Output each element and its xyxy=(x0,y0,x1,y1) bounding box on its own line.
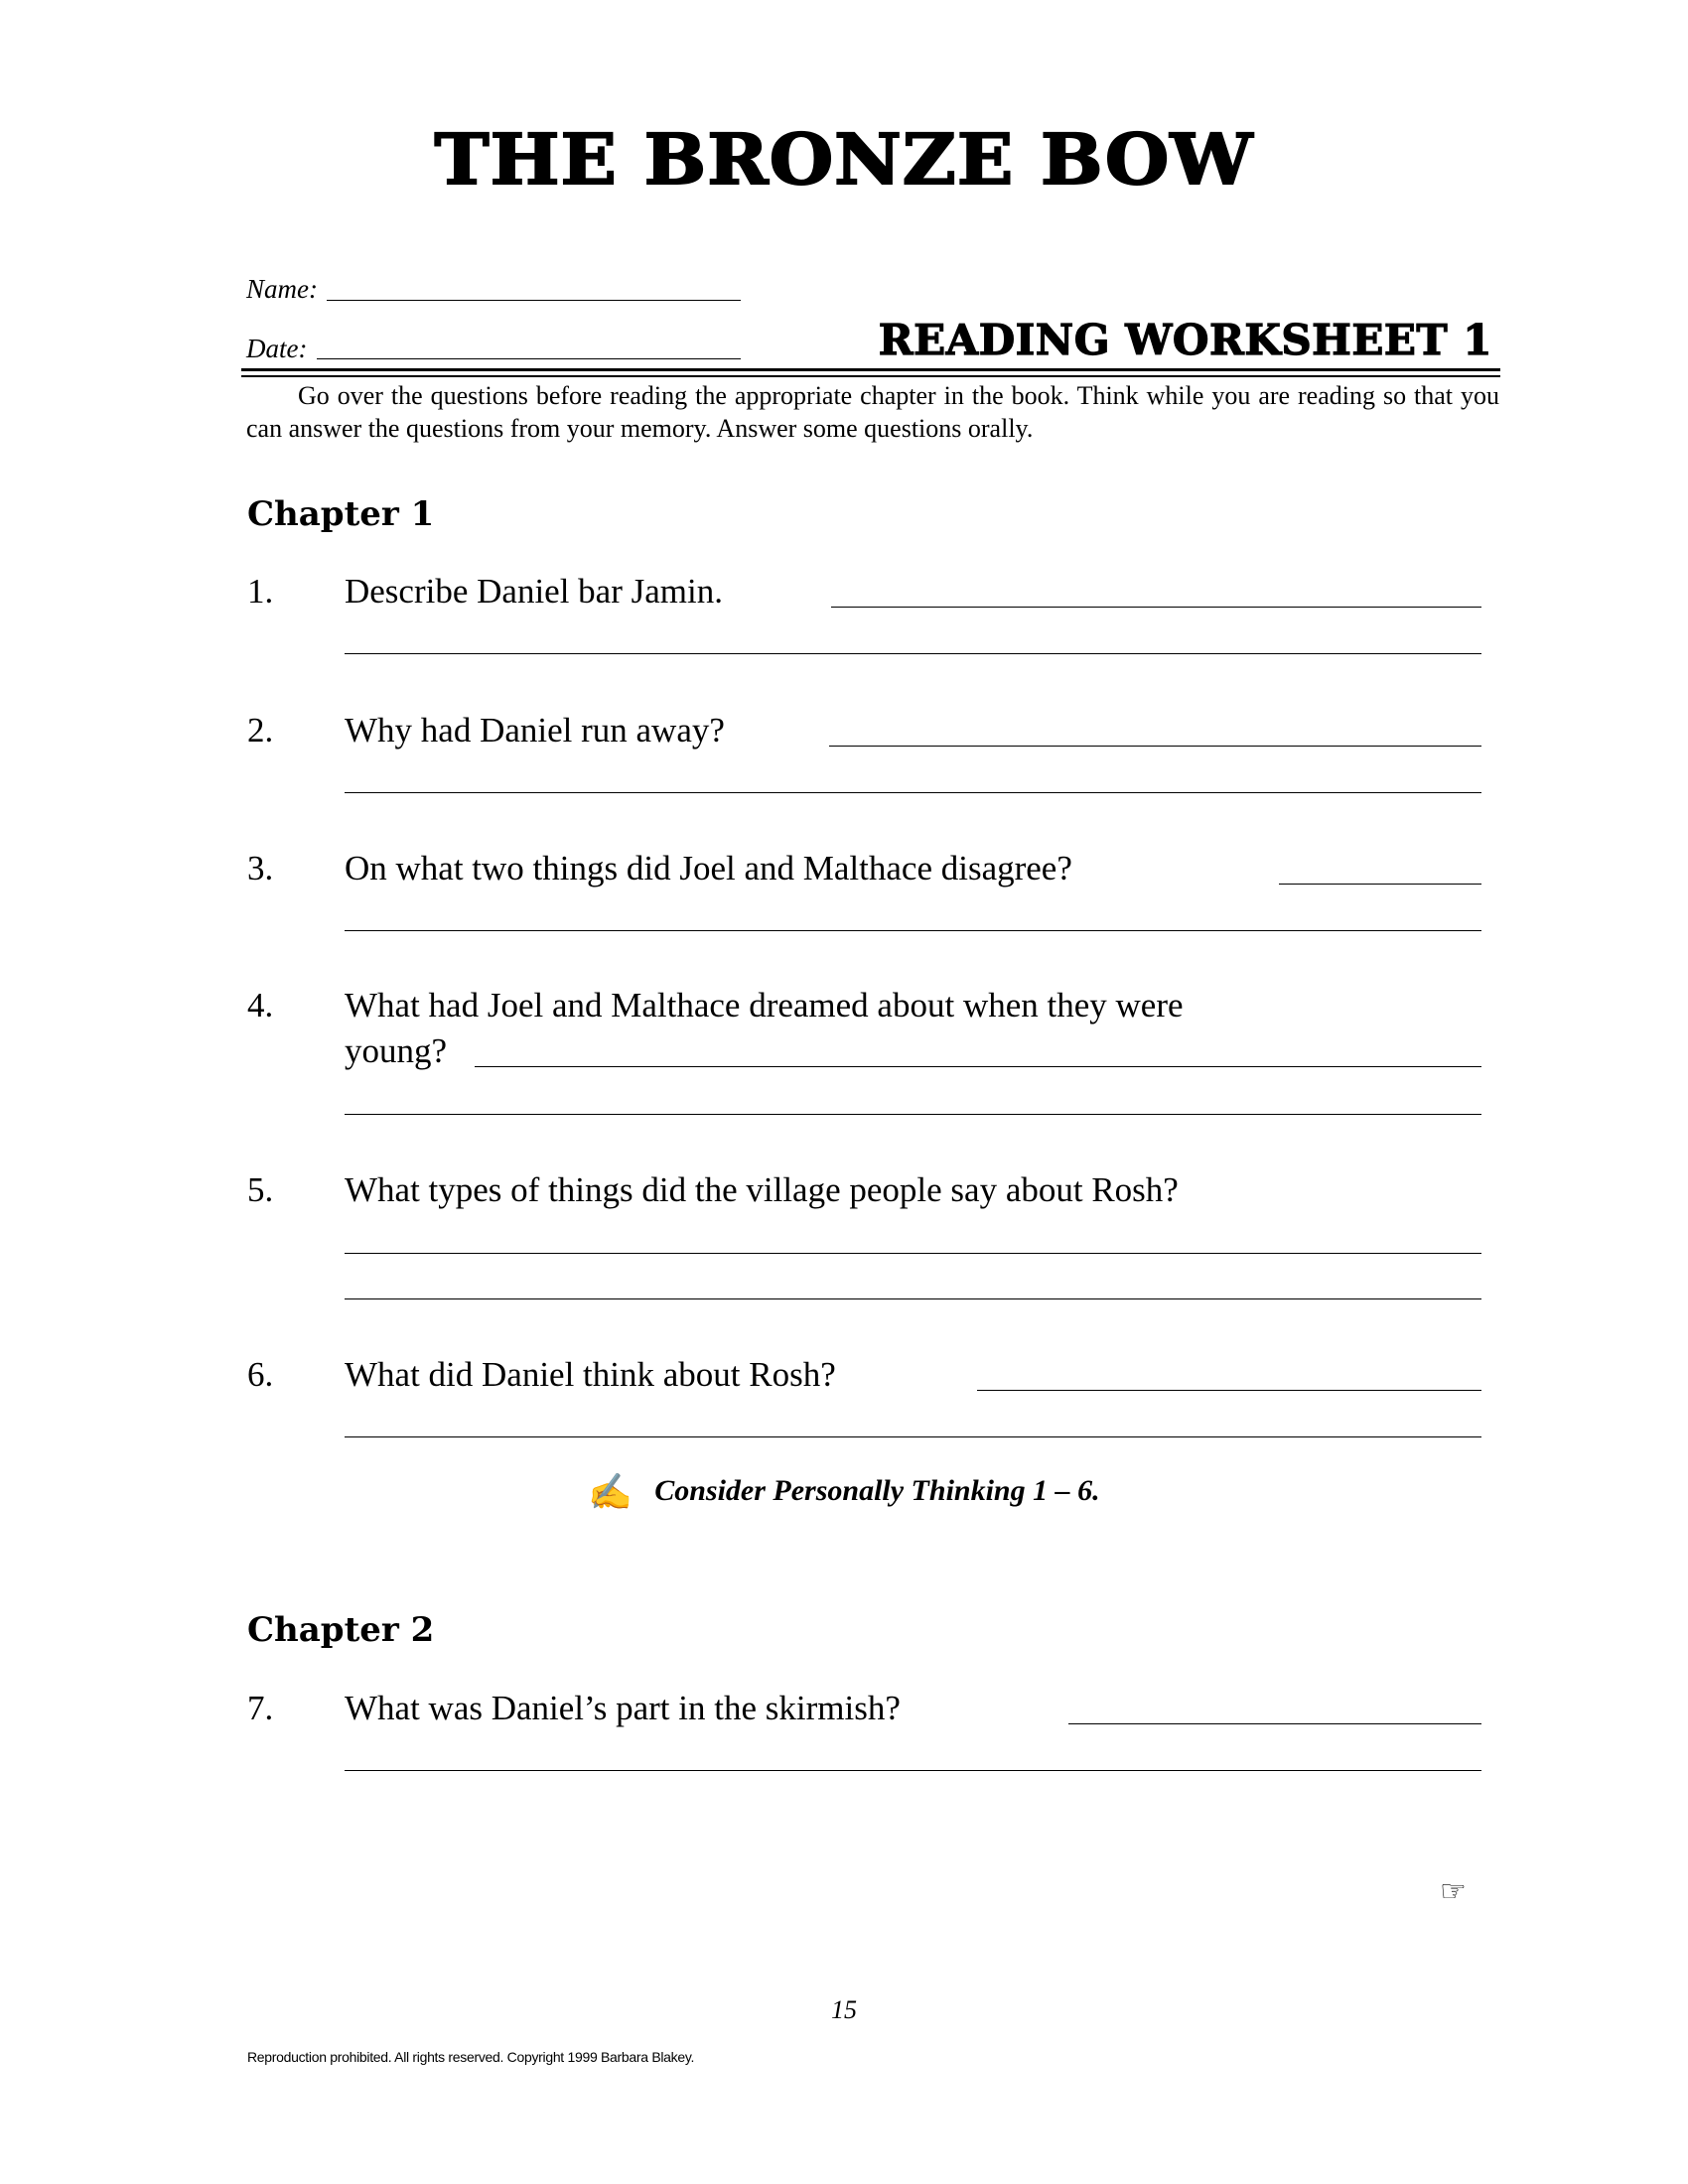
answer-line[interactable] xyxy=(977,1390,1481,1391)
instructions: Go over the questions before reading the appropriate chapter in the book. Think while you are reading so that you can answer the questions from your memory. Answer some questions orally. xyxy=(246,381,1499,443)
question-number: 5. xyxy=(247,1170,274,1209)
consider-text: Consider Personally Thinking 1 – 6. xyxy=(654,1474,1100,1507)
answer-line[interactable] xyxy=(345,1770,1481,1771)
question-number: 4. xyxy=(247,986,274,1024)
date-label: Date: xyxy=(246,334,308,363)
worksheet-title: READING WORKSHEET 1 xyxy=(878,316,1492,364)
pen-writing-icon: ✍ xyxy=(588,1472,633,1512)
answer-line[interactable] xyxy=(345,792,1481,793)
answer-line[interactable] xyxy=(345,1298,1481,1299)
date-field[interactable] xyxy=(317,358,741,359)
pointing-hand-icon: ☞ xyxy=(1440,1874,1467,1909)
page-title: THE BRONZE BOW xyxy=(434,119,1254,201)
answer-line[interactable] xyxy=(475,1066,1481,1067)
answer-line[interactable] xyxy=(345,653,1481,654)
question-number: 2. xyxy=(247,711,274,750)
answer-line[interactable] xyxy=(345,930,1481,931)
question-text: Why had Daniel run away? xyxy=(345,711,725,750)
chapter-heading: Chapter 1 xyxy=(247,494,435,534)
question-text: On what two things did Joel and Malthace disagree? xyxy=(345,849,1072,887)
question-text: What had Joel and Malthace dreamed about when they were xyxy=(345,986,1184,1024)
question-number: 6. xyxy=(247,1355,274,1394)
answer-line[interactable] xyxy=(345,1436,1481,1437)
header-rule xyxy=(241,368,1500,371)
answer-line[interactable] xyxy=(831,607,1481,608)
answer-line[interactable] xyxy=(1068,1723,1481,1724)
page-number: 15 xyxy=(831,1995,857,2024)
question-text: What was Daniel’s part in the skirmish? xyxy=(345,1689,901,1727)
question-text-cont: young? xyxy=(345,1031,448,1070)
answer-line[interactable] xyxy=(829,746,1481,747)
question-number: 3. xyxy=(247,849,274,887)
answer-line[interactable] xyxy=(1279,884,1481,885)
answer-line[interactable] xyxy=(345,1253,1481,1254)
question-text: What did Daniel think about Rosh? xyxy=(345,1355,836,1394)
question-number: 1. xyxy=(247,572,274,611)
question-text: Describe Daniel bar Jamin. xyxy=(345,572,723,611)
answer-line[interactable] xyxy=(345,1114,1481,1115)
question-text: What types of things did the village people say about Rosh? xyxy=(345,1170,1179,1209)
copyright-notice: Reproduction prohibited. All rights reserved. Copyright 1999 Barbara Blakey. xyxy=(247,2049,695,2065)
name-field[interactable] xyxy=(327,300,741,301)
chapter-heading: Chapter 2 xyxy=(247,1610,435,1650)
header-rule-thin xyxy=(241,375,1500,377)
question-number: 7. xyxy=(247,1689,274,1727)
consider-note xyxy=(0,1471,1688,1513)
name-label: Name: xyxy=(246,274,318,304)
